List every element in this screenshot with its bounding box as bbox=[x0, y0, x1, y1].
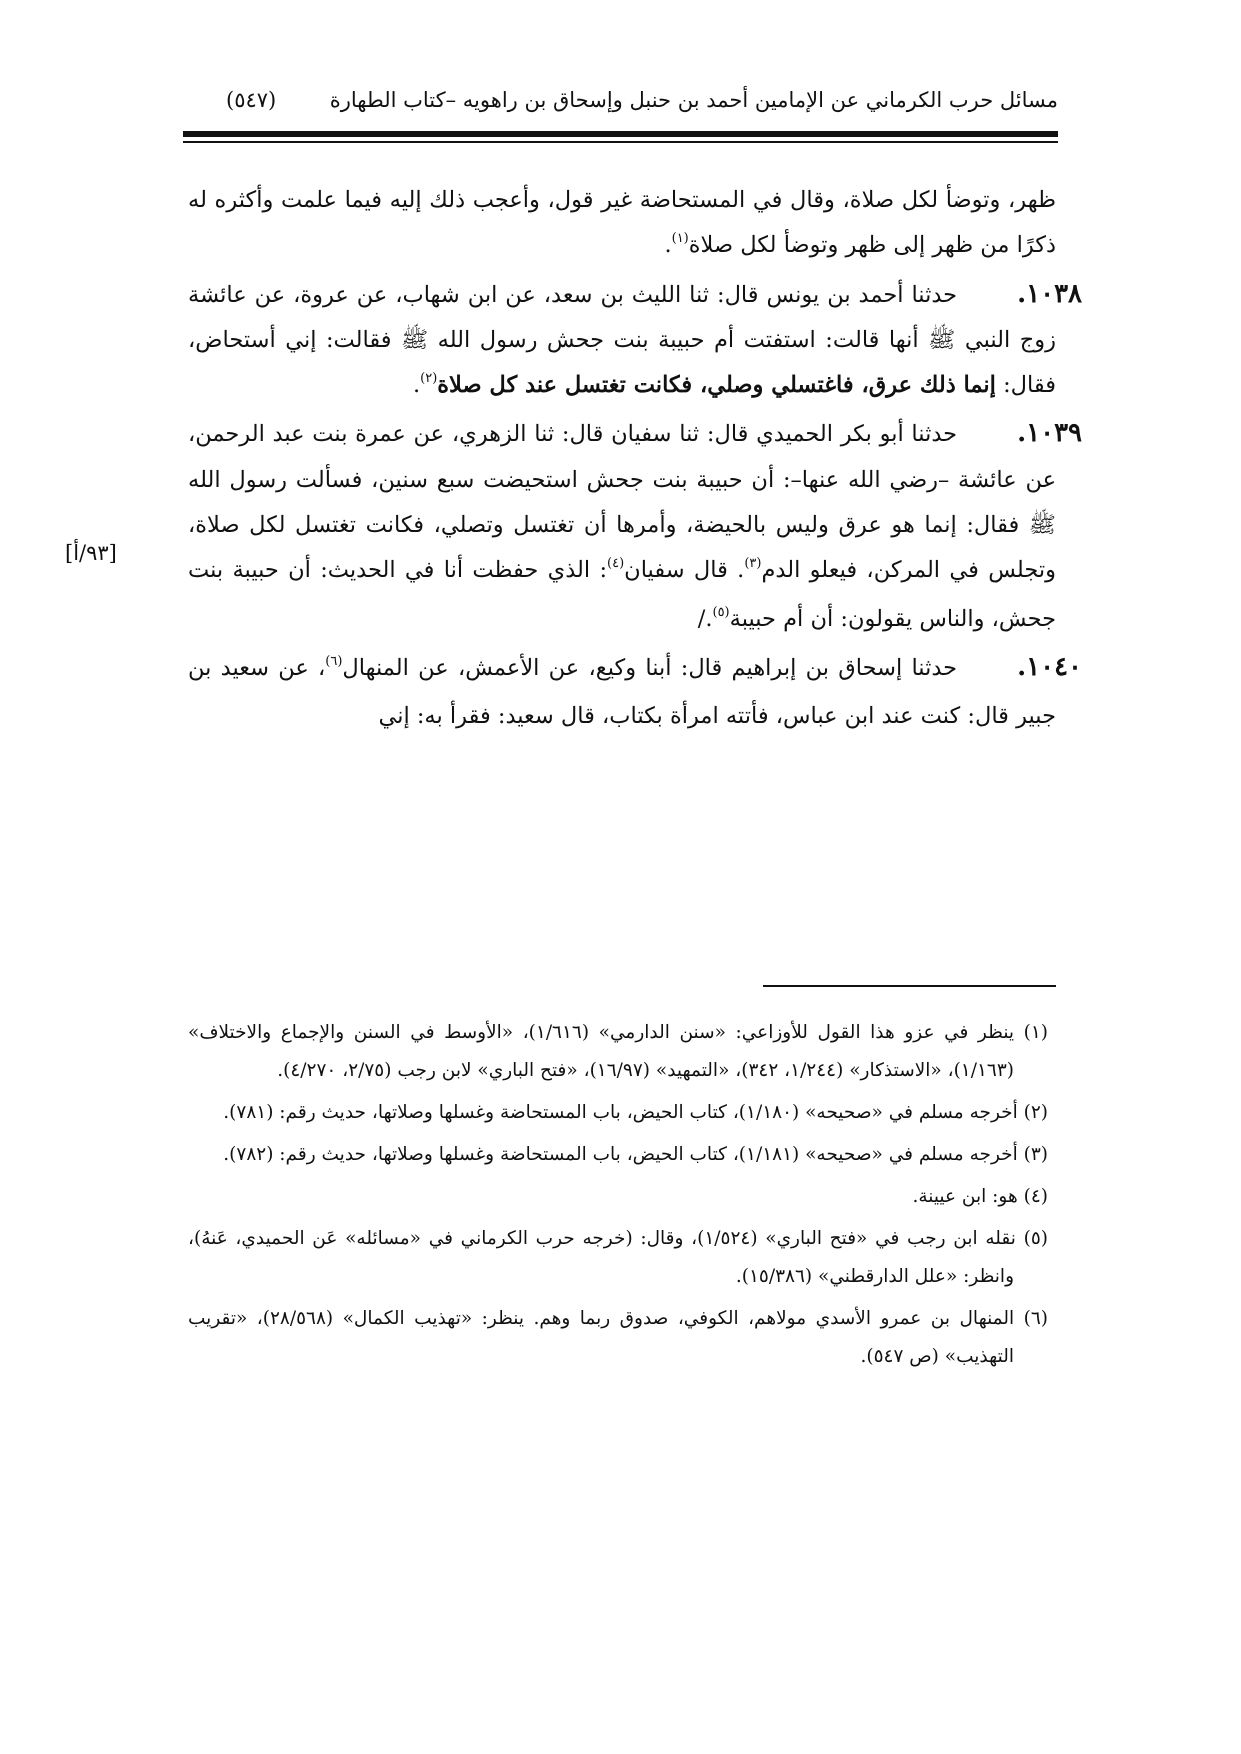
footnote-ref-2: (٢) bbox=[420, 371, 438, 387]
main-text bbox=[188, 178, 1083, 740]
footnote-separator bbox=[763, 985, 1056, 987]
hadith-1039 bbox=[188, 411, 1082, 644]
footnote: (٦) المنهال بن عمرو الأسدي مولاهم، الكوفي، صدوق ربما وهم. ينظر: «تهذيب الكمال» (٢٨/٥٦٨)، «تقريب التهذيب» (ص ٥٤٧). bbox=[188, 1308, 1048, 1367]
hadith-1040 bbox=[188, 645, 1083, 740]
hadith-number-1039: ١٠٣٩. bbox=[1017, 418, 1082, 449]
hadith-1039-text-c: : الذي حفظت أنا في الحديث: أن حبيبة بنت جحش، والناس يقولون: أن أم حبيبة bbox=[188, 557, 1056, 632]
footnote-ref-5: (٥) bbox=[712, 604, 730, 620]
hadith-1038-text: حدثنا أحمد بن يونس قال: ثنا الليث بن سعد، عن ابن شهاب، عن عروة، عن عائشة زوج النبي ﷺ أنها قالت: استفتت أم حبيبة بنت جحش رسول الله ﷺ فقالت: إني أستحاض، فقال: bbox=[188, 281, 1056, 399]
hadith-1038-end: . bbox=[412, 372, 421, 399]
hadith-1038 bbox=[188, 272, 1082, 412]
page-number: (٥٤٧) bbox=[226, 88, 277, 112]
footnote: (١) ينظر في عزو هذا القول للأوزاعي: «سنن الدارمي» (١/٦١٦)، «الأوسط في السنن والإجماع والاختلاف» (١/١٦٣)، «الاستذكار» (١/٢٤٤، ٣٤٢)، «التمهيد» (١٦/٩٧)، «فتح الباري» لابن رجب (٢/٧٥، ٤/٢٧٠). bbox=[188, 1022, 1048, 1081]
hadith-1039-end: ./ bbox=[697, 605, 713, 632]
footnote-ref-1: (١) bbox=[671, 231, 689, 247]
hadith-1039-text-a: حدثنا أبو بكر الحميدي قال: ثنا سفيان قال: ثنا الزهري، عن عمرة بنت عبد الرحمن، عن عائشة –رضي الله عنها–: أن حبيبة بنت جحش استحيضت سبع سنين، فسألت رسول الله ﷺ فقال: إنما هو عرق وليس بالحيضة، وأمرها أن تغتسل وتصلي، فكانت تغتسل لكل صلاة، وتجلس في المركن، فيعلو الدم bbox=[188, 421, 1056, 584]
footnote: (٣) أخرجه مسلم في «صحيحه» (١/١٨١)، كتاب الحيض، باب المستحاضة وغسلها وصلاتها، حديث رقم: (٧٨٢). bbox=[223, 1144, 1048, 1165]
hadith-1040-text-b: ، عن سعيد بن جبير قال: كنت عند ابن عباس، فأتته امرأة بكتاب، قال سعيد: فقرأ به: إني bbox=[188, 654, 1056, 730]
footnote: (٥) نقله ابن رجب في «فتح الباري» (١/٥٢٤)، وقال: (خرجه حرب الكرماني في «مسائله» عَن الحميدي، عَنهُ)، وانظر: «علل الدارقطني» (١٥/٣٨٦). bbox=[188, 1228, 1048, 1287]
hadith-number-1038: ١٠٣٨. bbox=[1017, 278, 1082, 309]
footnote-ref-6: (٦) bbox=[325, 653, 343, 669]
header-rule-thin bbox=[183, 141, 1058, 143]
footnote: (٤) هو: ابن عيينة. bbox=[912, 1186, 1048, 1207]
running-header bbox=[226, 82, 1058, 122]
intro-text: ظهر، وتوضأ لكل صلاة، وقال في المستحاضة غير قول، وأعجب ذلك إليه فيما علمت وأكثره له ذكرًا من ظهر إلى ظهر وتوضأ لكل صلاة bbox=[188, 187, 1056, 259]
footnotes bbox=[188, 1014, 1048, 1380]
footnote: (٢) أخرجه مسلم في «صحيحه» (١/١٨٠)، كتاب الحيض، باب المستحاضة وغسلها وصلاتها، حديث رقم: (٧٨١). bbox=[223, 1102, 1048, 1123]
footnote-ref-4: (٤) bbox=[607, 556, 625, 572]
footnote-ref-3: (٣) bbox=[744, 556, 762, 572]
hadith-1039-text-b: . قال سفيان bbox=[624, 557, 745, 584]
hadith-1040-text-a: حدثنا إسحاق بن إبراهيم قال: أبنا وكيع، عن الأعمش، عن المنهال bbox=[342, 654, 958, 681]
intro-end: . bbox=[664, 232, 672, 259]
header-title: مسائل حرب الكرماني عن الإمامين أحمد بن حنبل وإسحاق بن راهويه –كتاب الطهارة bbox=[329, 88, 1058, 112]
header-rule-thick bbox=[183, 131, 1058, 137]
manuscript-folio-note: [٩٣/أ] bbox=[65, 541, 117, 565]
intro-paragraph bbox=[188, 178, 1056, 272]
hadith-1038-bold-text: إنما ذلك عرق، فاغتسلي وصلي، فكانت تغتسل عند كل صلاة bbox=[437, 372, 996, 399]
hadith-number-1040: ١٠٤٠. bbox=[1017, 651, 1083, 682]
